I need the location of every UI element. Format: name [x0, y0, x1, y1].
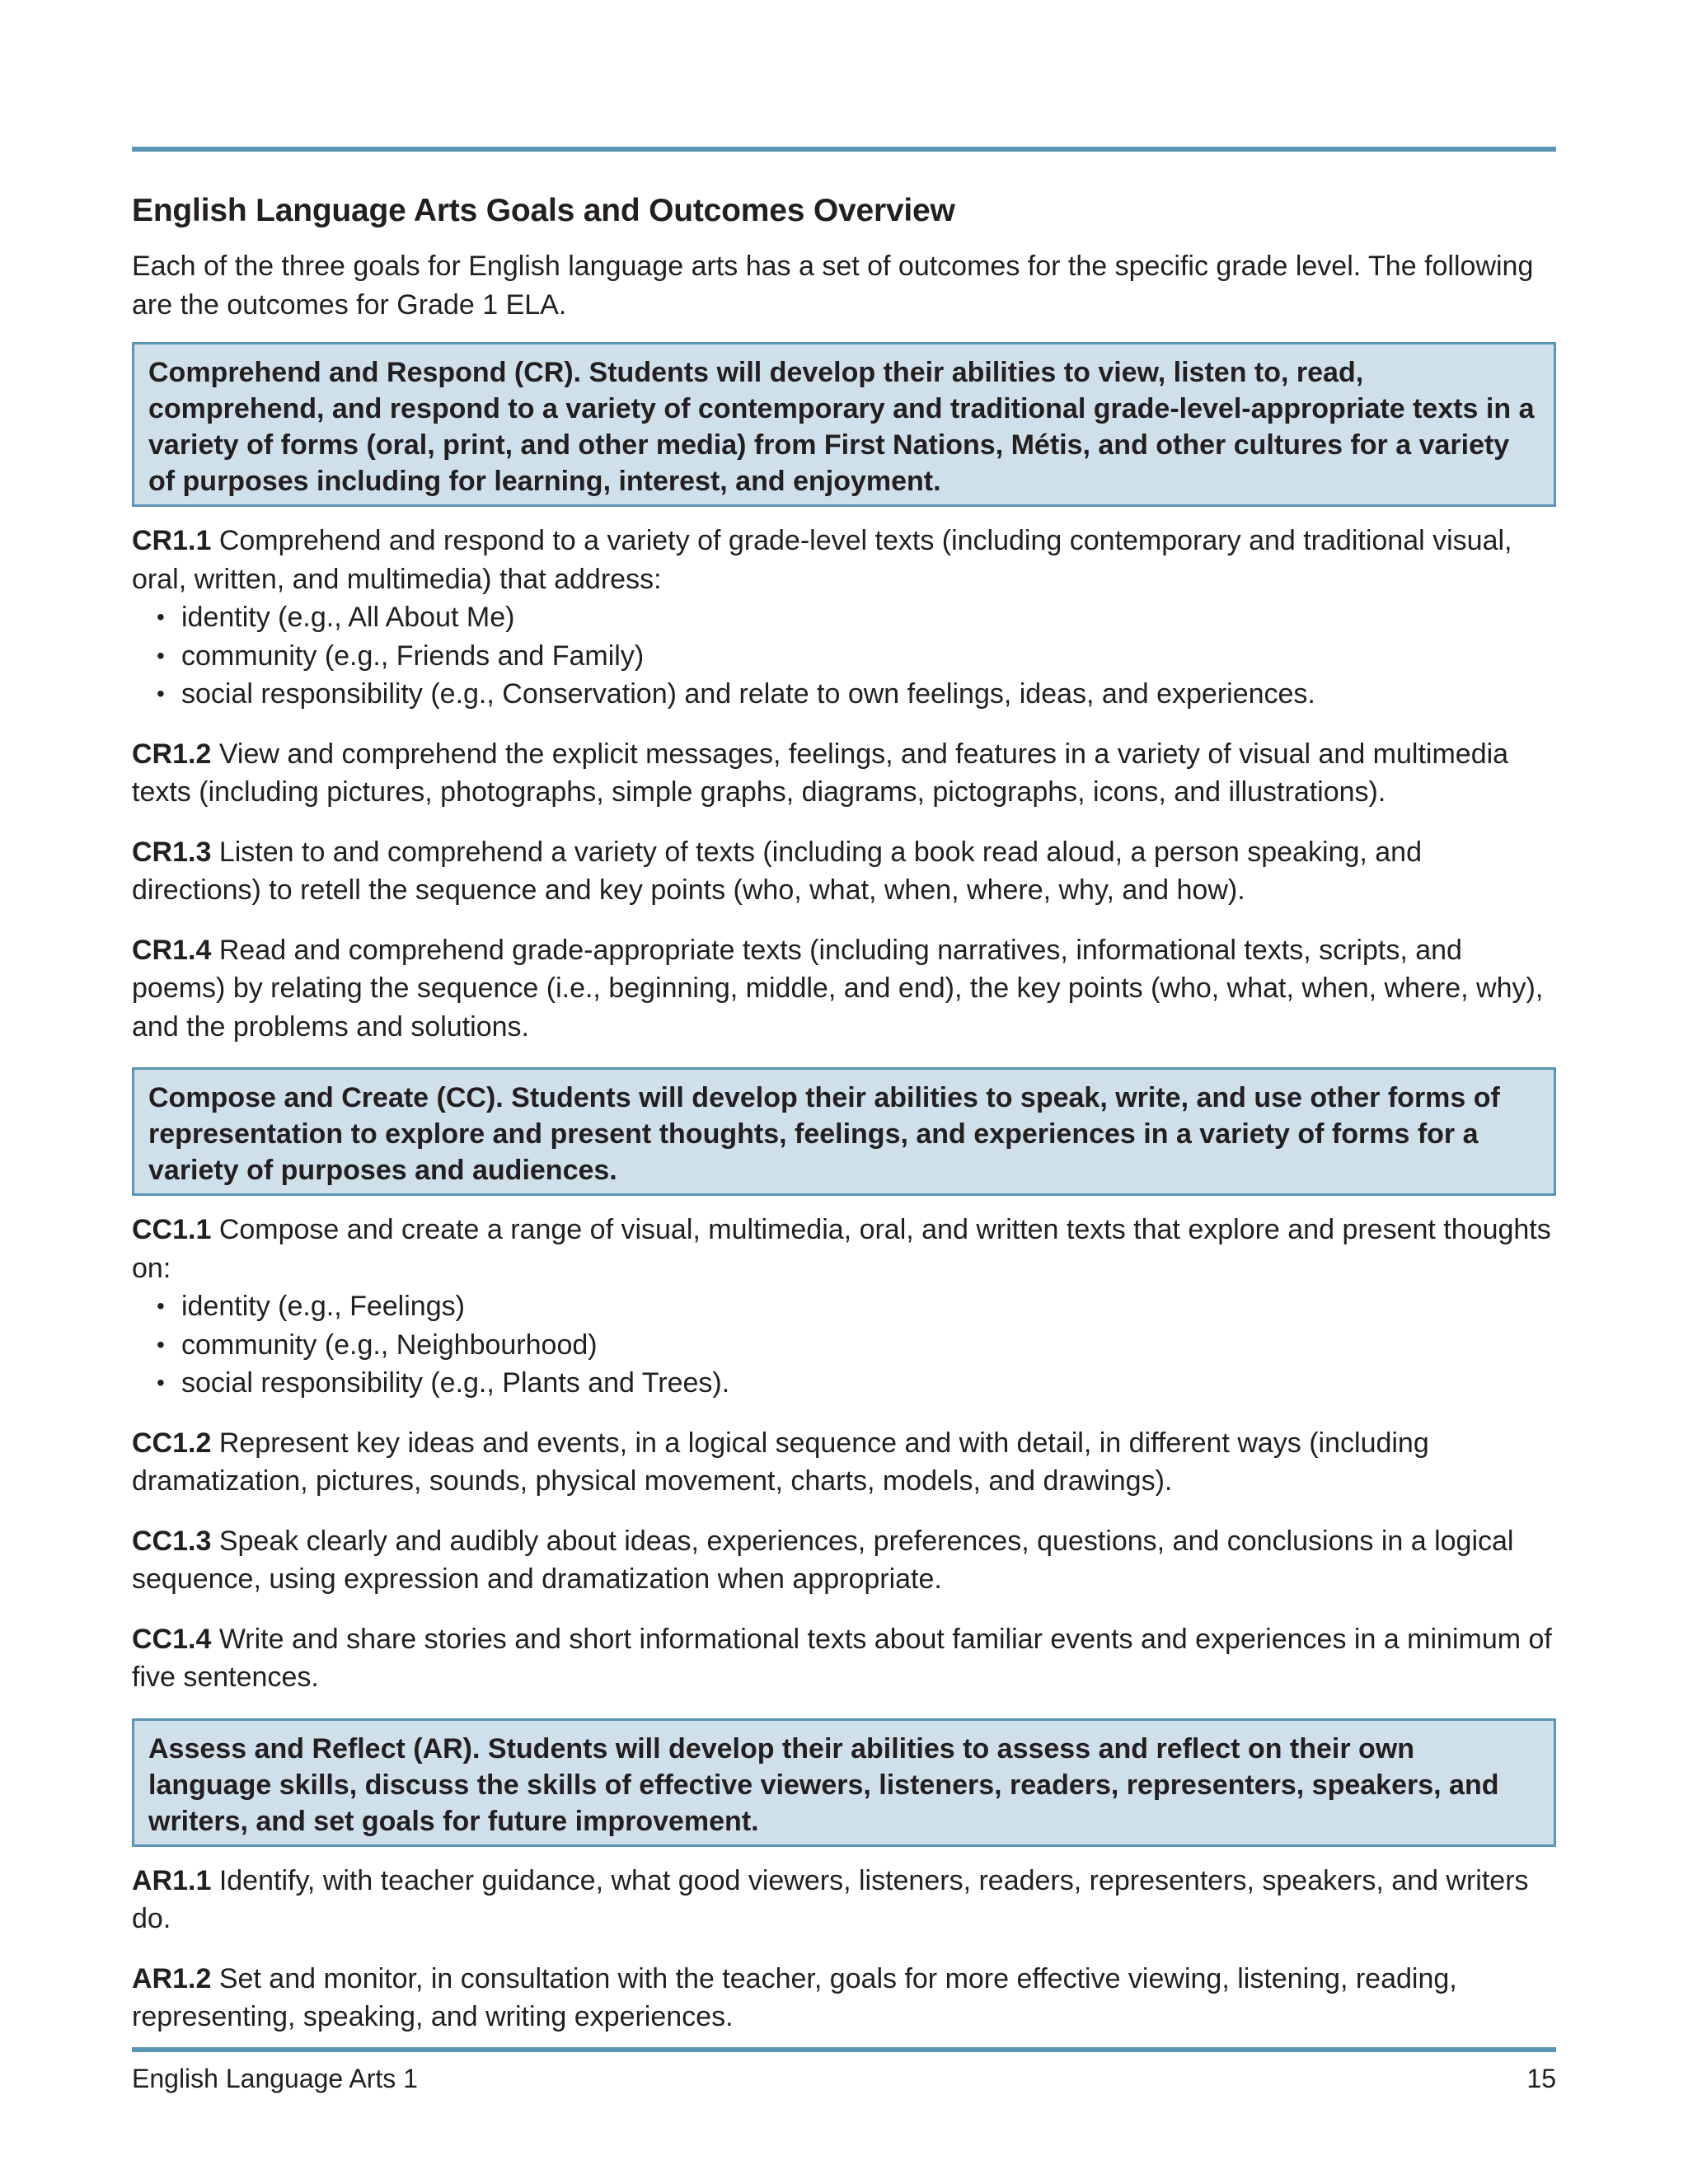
- outcome-code: CC1.3: [132, 1525, 212, 1557]
- outcome-code: CR1.2: [132, 738, 212, 770]
- outcome-ar1-1: [132, 1862, 1556, 1938]
- outcome-text: Listen to and comprehend a variety of texts (including a book read aloud, a person speaking, and directions) to retell the sequence and key points (who, what, when, where, why, and how).: [132, 836, 1422, 906]
- outcome-cr1-2: [132, 735, 1556, 812]
- goal-box-cr: Comprehend and Respond (CR). Students will develop their abilities to view, listen to, read, comprehend, and respond to a variety of contemporary and traditional grade-level-appropriate texts in a variety of forms (oral, print, and other media) from First Nations, Métis, and other cultures for a variety of purposes including for learning, interest, and enjoyment.: [132, 342, 1556, 507]
- outcome-code: CR1.3: [132, 836, 212, 868]
- outcome-ar1-2: [132, 1960, 1556, 2036]
- outcome-text: Read and comprehend grade-appropriate texts (including narratives, informational texts, scripts, and poems) by relating the sequence (i.e., beginning, middle, and end), the key points (who, what, when, where, why), and the problems and solutions.: [132, 934, 1544, 1043]
- outcome-cr1-3: [132, 833, 1556, 910]
- outcome-code: CR1.4: [132, 934, 212, 966]
- outcome-text: Comprehend and respond to a variety of grade-level texts (including contemporary and traditional visual, oral, written, and multimedia) that address:: [132, 525, 1512, 595]
- goal-box-cc: Compose and Create (CC). Students will develop their abilities to speak, write, and use other forms of representation to explore and present thoughts, feelings, and experiences in a variety of forms for a variety of purposes and audiences.: [132, 1067, 1556, 1196]
- footer-document-title: English Language Arts 1: [132, 2064, 418, 2093]
- list-item: • community (e.g., Neighbourhood): [157, 1326, 1556, 1365]
- bottom-rule: [132, 2047, 1556, 2052]
- list-item: • social responsibility (e.g., Plants and Trees).: [157, 1364, 1556, 1403]
- page-number: 15: [1526, 2064, 1556, 2093]
- outcome-text: View and comprehend the explicit messages, feelings, and features in a variety of visual and multimedia texts (including pictures, photographs, simple graphs, diagrams, pictographs, icons, and illustrations).: [132, 738, 1509, 808]
- outcome-cr1-1: [132, 522, 1556, 714]
- outcome-text: Represent key ideas and events, in a logical sequence and with detail, in different ways (including dramatization, pictures, sounds, physical movement, charts, models, and drawings).: [132, 1427, 1429, 1497]
- bullet-list: [132, 1287, 1556, 1403]
- list-item: • identity (e.g., Feelings): [157, 1287, 1556, 1326]
- document-page: [132, 0, 1556, 2184]
- goal-box-ar: Assess and Reflect (AR). Students will develop their abilities to assess and reflect on their own language skills, discuss the skills of effective viewers, listeners, readers, representers, speakers, and writers, and set goals for future improvement.: [132, 1718, 1556, 1847]
- outcome-cc1-2: [132, 1424, 1556, 1501]
- list-item: • identity (e.g., All About Me): [157, 598, 1556, 637]
- outcome-cr1-4: [132, 931, 1556, 1047]
- top-rule: [132, 147, 1556, 152]
- outcome-cc1-3: [132, 1522, 1556, 1599]
- outcome-text: Compose and create a range of visual, multimedia, oral, and written texts that explore and present thoughts on:: [132, 1214, 1551, 1284]
- outcome-code: CC1.4: [132, 1623, 212, 1655]
- page-content: [132, 191, 1556, 2058]
- outcome-text: Write and share stories and short informational texts about familiar events and experiences in a minimum of five sentences.: [132, 1623, 1552, 1693]
- outcome-text: Set and monitor, in consultation with the teacher, goals for more effective viewing, listening, reading, representing, speaking, and writing experiences.: [132, 1962, 1457, 2032]
- outcome-code: CC1.1: [132, 1214, 212, 1245]
- outcome-code: AR1.1: [132, 1864, 212, 1896]
- outcome-text: Speak clearly and audibly about ideas, experiences, preferences, questions, and conclusions in a logical sequence, using expression and dramatization when appropriate.: [132, 1525, 1514, 1595]
- outcome-code: AR1.2: [132, 1962, 212, 1994]
- intro-paragraph: Each of the three goals for English language arts has a set of outcomes for the specific grade level. The following are the outcomes for Grade 1 ELA.: [132, 251, 1534, 321]
- outcome-cc1-4: [132, 1620, 1556, 1697]
- page-title: English Language Arts Goals and Outcomes Overview: [132, 193, 955, 228]
- outcome-text: Identify, with teacher guidance, what good viewers, listeners, readers, representers, speakers, and writers do.: [132, 1864, 1529, 1934]
- outcome-cc1-1: [132, 1211, 1556, 1403]
- outcome-code: CC1.2: [132, 1427, 212, 1459]
- bullet-list: [132, 598, 1556, 714]
- list-item: • community (e.g., Friends and Family): [157, 637, 1556, 676]
- outcome-code: CR1.1: [132, 525, 212, 556]
- list-item: • social responsibility (e.g., Conservation) and relate to own feelings, ideas, and experiences.: [157, 675, 1556, 714]
